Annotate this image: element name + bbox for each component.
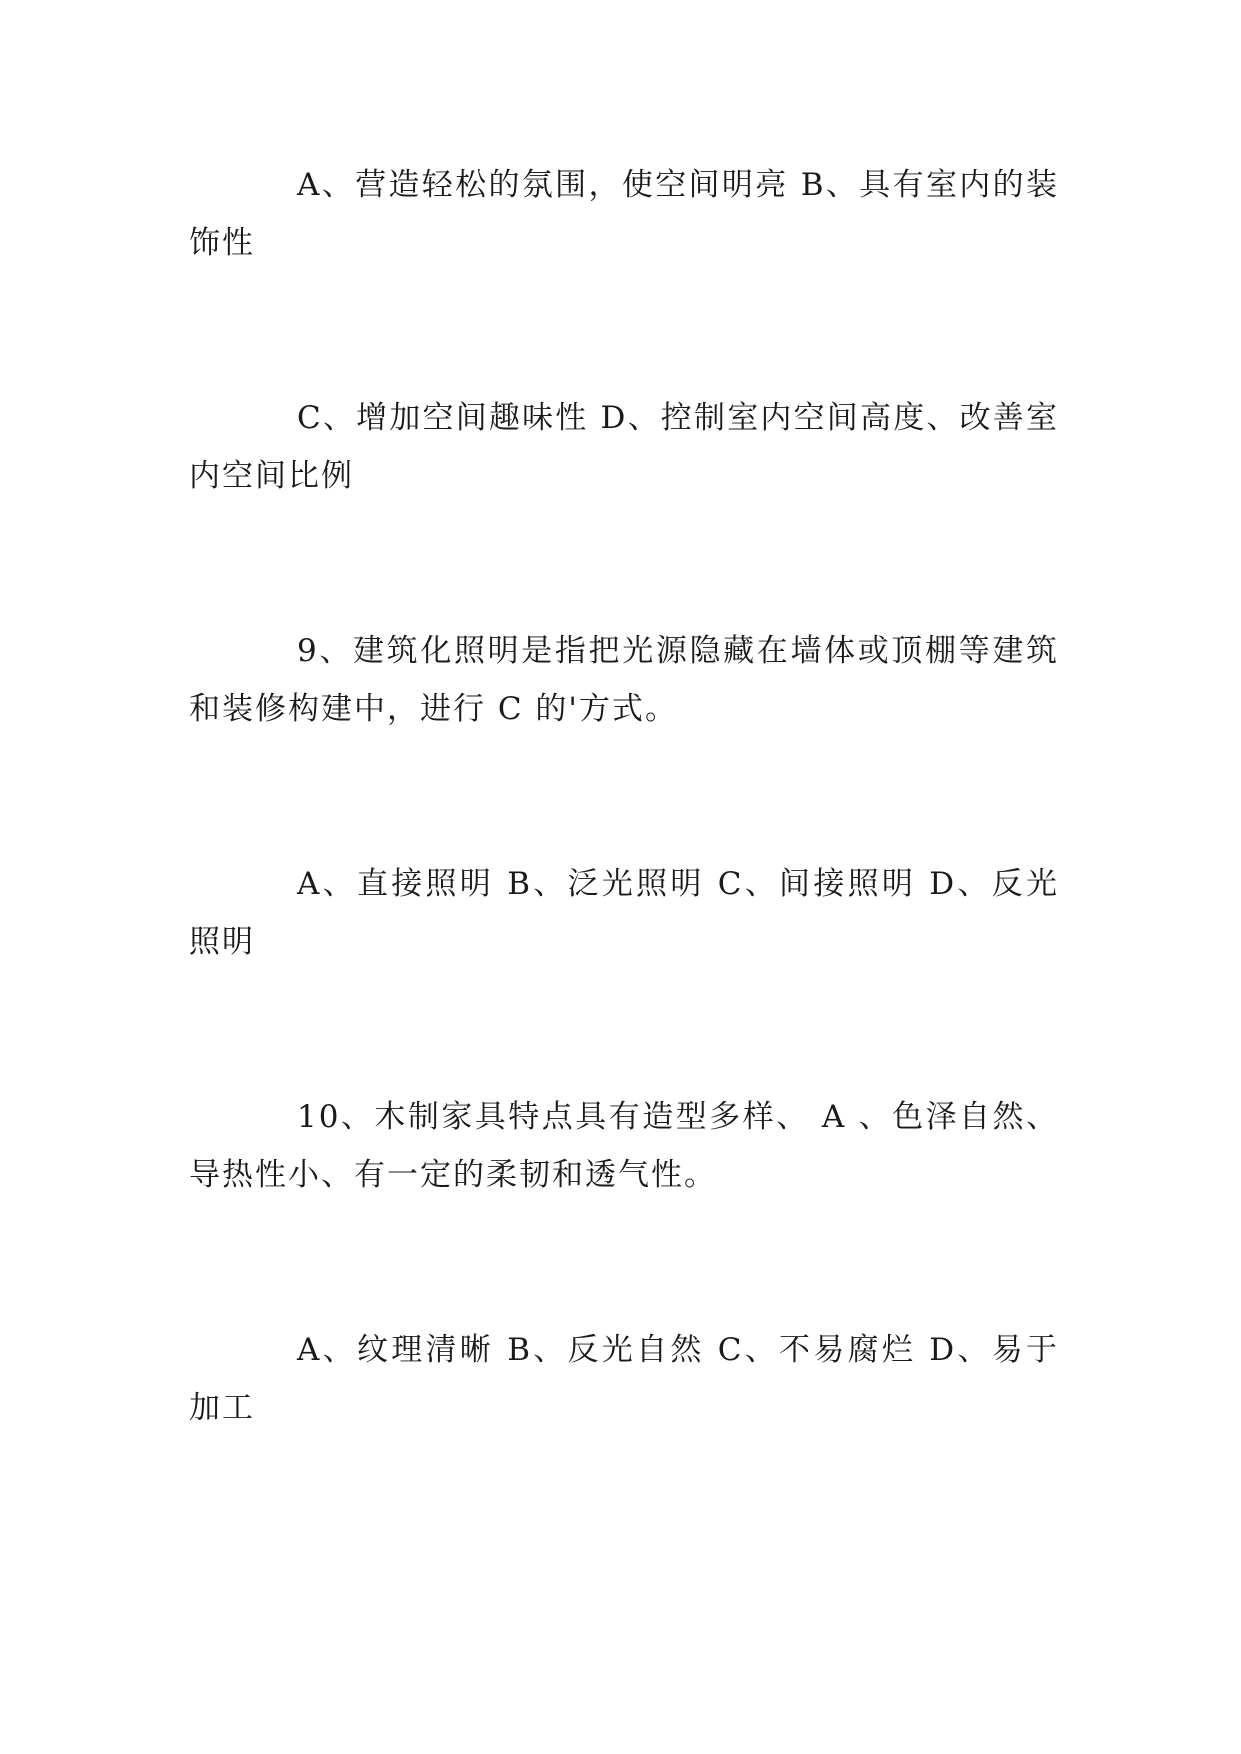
option-line-q9: A、直接照明 B、泛光照明 C、间接照明 D、反光照明 [189, 866, 1059, 960]
question-10: 10、木制家具特点具有造型多样、 A 、色泽自然、导热性小、有一定的柔韧和透气性。 [189, 1099, 1059, 1193]
option-line-q10: A、纹理清晰 B、反光自然 C、不易腐烂 D、易于加工 [189, 1332, 1059, 1426]
question-9: 9、建筑化照明是指把光源隐藏在墙体或顶棚等建筑和装修构建中，进行 C 的'方式。 [189, 633, 1059, 727]
option-line-q8-ab: A、营造轻松的氛围，使空间明亮 B、具有室内的装饰性 [189, 167, 1059, 261]
option-line-q8-cd: C、增加空间趣味性 D、控制室内空间高度、改善室内空间比例 [189, 400, 1059, 494]
